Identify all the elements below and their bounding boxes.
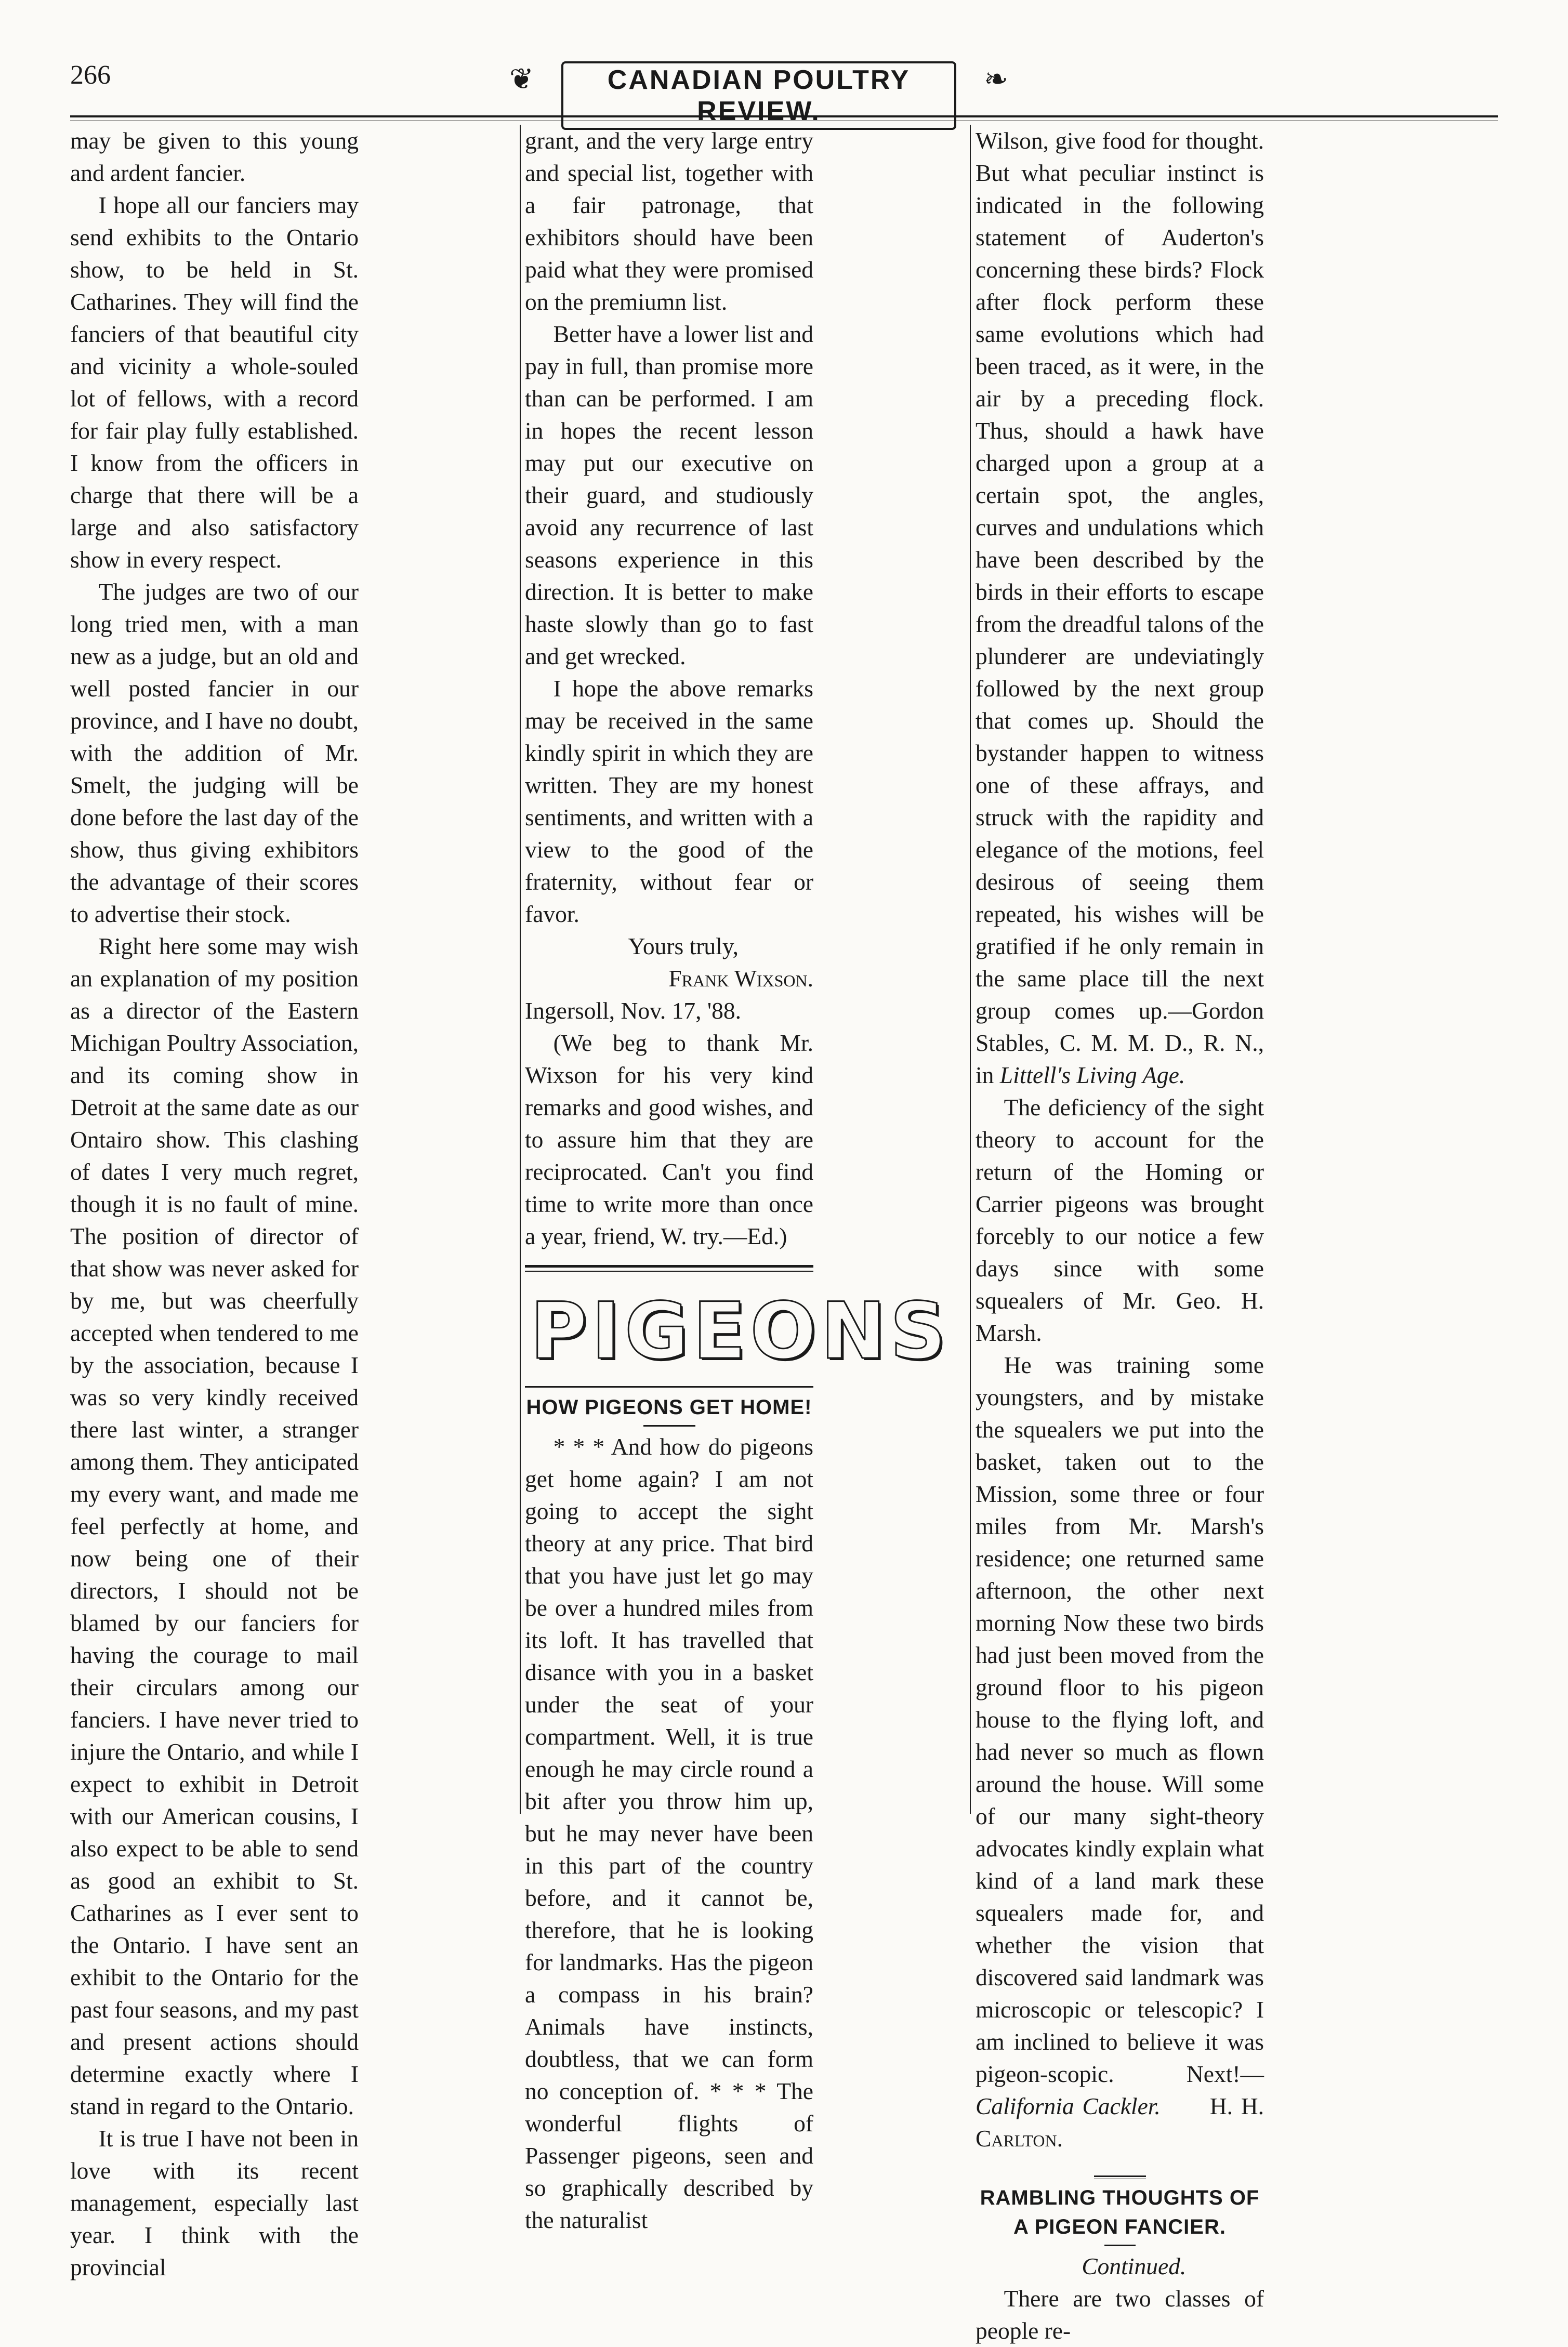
source-citation: Littell's Living Age. bbox=[999, 1062, 1185, 1088]
paragraph: I hope the above remarks may be received in the same kindly spirit in which they are written. They are my honest sentiments, and written with a view to the good of the fraternity, without fear or favor. bbox=[525, 675, 813, 927]
letter-closing: Yours truly, bbox=[628, 933, 739, 959]
letter-signature: Frank Wixson. bbox=[668, 965, 813, 992]
paragraph: Better have a lower list and pay in full, than promise more than can be performed. I am in hopes the recent lesson may put our executive on their guard, and studiously avoid any recurrence of last seasons experience in this direction. It is better to make haste slowly than go to fast and get wrecked. bbox=[525, 321, 813, 669]
column-1 bbox=[70, 125, 359, 2284]
paragraph: * * * And how do pigeons get home again? I am not going to accept the sight theory at any price. That bird that you have just let go may be over a hundred miles from its loft. It has travelled that disance with you in a basket under the seat of your compartment. Well, it is true enough he may circle round a bit after you throw him up, but he may never have been in this part of the country before, and it cannot be, therefore, that he is looking for landmarks. Has the pigeon a compass in his brain? Animals have instincts, doubtless, that we can form no conception of. * * * The wonderful flights of Passenger pigeons, seen and so graphically described by the naturalist bbox=[525, 1433, 813, 2233]
letter-dateline: Ingersoll, Nov. 17, '88. bbox=[525, 997, 741, 1024]
paragraph bbox=[976, 1349, 1264, 2155]
paragraph: may be given to this young and ardent fancier. bbox=[70, 127, 359, 186]
column-2 bbox=[525, 125, 951, 2236]
paragraph: Right here some may wish an explanation of my position as a director of the Eastern Michigan Poultry Association, and its coming show in Detroit at the same date as our Ontairo show. This clashing of dates I very much regret, though it is no fault of mine. The position of director of that show was never asked for by me, but was cheerfully accepted when tendered to me by the association, because I was so very kindly received there last winter, a stranger among them. They anticipated my every want, and made me feel perfectly at home, and now being one of their directors, I should not be blamed by our fanciers for having the courage to mail their circulars among our fanciers. I have never tried to injure the Ontario, and while I expect to exhibit in Detroit with our American cousins, I also expect to be able to send as good an exhibit to St. Catharines as I ever sent to the Ontario. I have sent an exhibit to the Ontario for the past four seasons, and my past and present actions should determine exactly where I stand in regard to the Ontario. bbox=[70, 933, 359, 2119]
pigeons-banner-title: PIGEONS bbox=[530, 1286, 951, 1377]
continued-label: Continued. bbox=[1082, 2253, 1187, 2279]
paragraph-text: He was training some youngsters, and by mistake the squealers we put into the basket, taken out to the Mission, some three or four miles from Mr. Marsh's residence; one returned same afternoon, the other next morning Now these two birds had just been moved from the ground floor to his pigeon house to the flying loft, and had never so much as flown around the house. Will some of our many sight-theory advocates kindly explain what kind of a land mark these squealers made for, and whether the vision that discovered said landmark was microscopic or telescopic? I am inclined to believe it was pigeon-scopic. Next!— bbox=[976, 1352, 1264, 2087]
paragraph: grant, and the very large entry and special list, together with a fair patronage, that exhibitors should have been paid what they were promised on the premiumn list. bbox=[525, 127, 813, 315]
paragraph: It is true I have not been in love with its recent management, especially last year. I think with the provincial bbox=[70, 2125, 359, 2280]
article-title: RAMBLING THOUGHTS OF A PIGEON FANCIER. bbox=[980, 2186, 1260, 2238]
section-divider bbox=[525, 1265, 813, 1272]
title-rule bbox=[1104, 2245, 1136, 2246]
paragraph: The deficiency of the sight theory to account for the return of the Homing or Carrier pigeons was brought forcebly to our notice a few days since with some squealers of Mr. Geo. H. Marsh. bbox=[976, 1094, 1264, 1346]
masthead-title: CANADIAN POULTRY REVIEW. bbox=[561, 61, 956, 130]
header-rule bbox=[70, 115, 1498, 117]
pigeons-banner bbox=[525, 1277, 951, 1388]
source-citation: California Cackler. bbox=[976, 2093, 1161, 2119]
column-divider bbox=[520, 125, 521, 1814]
paragraph: I hope all our fanciers may send exhibits to the Ontario show, to be held in St. Catharines. They will find the fanciers of that beautiful city and vicinity a whole-souled lot of fellows, with a record for fair play fully established. I know from the officers in charge that there will be a large and also satisfactory show in every respect. bbox=[70, 192, 359, 573]
article-author: H. H. Carlton. bbox=[976, 2093, 1264, 2152]
column-3 bbox=[976, 125, 1264, 2347]
title-rule bbox=[643, 1425, 695, 1427]
scroll-ornament-right-icon: ❧ bbox=[984, 63, 1008, 96]
paragraph: There are two classes of people re- bbox=[976, 2285, 1264, 2344]
page-number: 266 bbox=[70, 60, 111, 90]
paragraph: The judges are two of our long tried men, with a man new as a judge, but an old and well posted fancier in our province, and I have no doubt, with the addition of Mr. Smelt, the judging will be done before the last day of the show, thus giving exhibitors the advantage of their scores to advertise their stock. bbox=[70, 578, 359, 927]
column-divider bbox=[970, 125, 971, 1814]
article-title: HOW PIGEONS GET HOME! bbox=[526, 1396, 812, 1419]
scroll-ornament-left-icon: ❦ bbox=[509, 63, 534, 96]
paragraph bbox=[976, 125, 1264, 1091]
paragraph-text: Wilson, give food for thought. But what peculiar instinct is indicated in the following statement of Auderton's concerning these birds? Flock after flock perform these same evolutions which had been traced, as it were, in the air by a preceding flock. Thus, should a hawk have charged upon a group at a certain spot, the angles, curves and undulations which have been described by the birds in their efforts to escape from the dreadful talons of the plunderer are undeviatingly followed by the next group that comes up. Should the bystander happen to witness one of these affrays, and struck with the rapidity and elegance of the motions, feel desirous of seeing them repeated, his wishes will be gratified if he only remain in the same place till the next group comes up.—Gordon Stables, C. M. M. D., R. N., in bbox=[976, 127, 1264, 1088]
editor-note: (We beg to thank Mr. Wixson for his very kind remarks and good wishes, and to assure him that they are reciprocated. Can't you find time to write more than once a year, friend, W. try.—Ed.) bbox=[525, 1030, 813, 1249]
section-divider bbox=[1094, 2175, 1146, 2179]
masthead bbox=[499, 52, 1019, 126]
